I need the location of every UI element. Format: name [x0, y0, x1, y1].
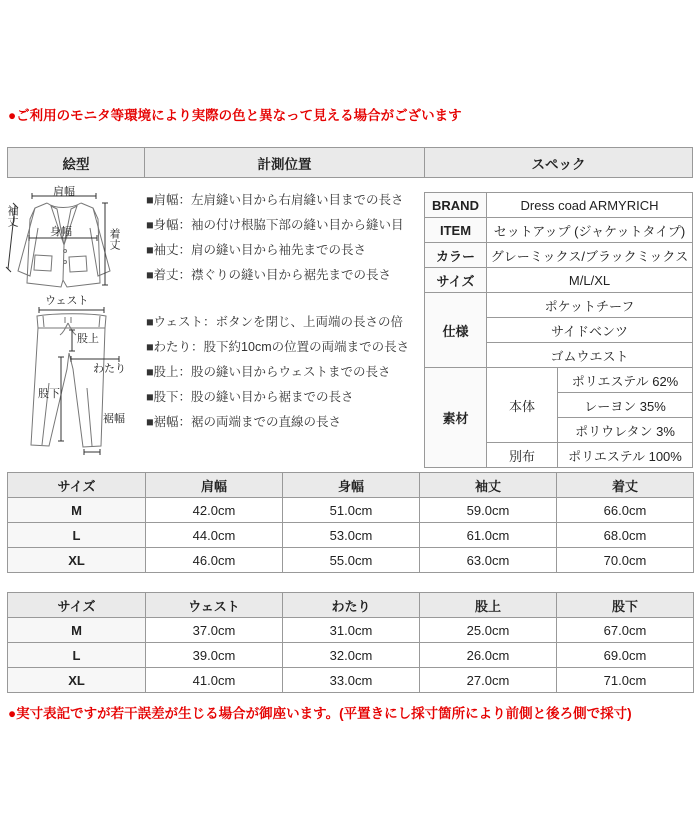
size-cell: 68.0cm	[557, 523, 694, 548]
size-cell: 41.0cm	[146, 668, 283, 693]
spec-row-color	[425, 243, 693, 268]
desc-rise: ■股上：股の縫い目からウェストまでの長さ	[146, 365, 391, 379]
spec-label-material: 素材	[425, 368, 487, 468]
size-cell: 26.0cm	[420, 643, 557, 668]
spec-material-main-3: ポリウレタン 3%	[558, 418, 693, 443]
size-cell: 59.0cm	[420, 498, 557, 523]
spec-row-material	[425, 368, 693, 393]
spec-row-size	[425, 268, 693, 293]
pants-thigh-label: わたり	[93, 363, 126, 375]
desc-thigh: ■わたり：股下約10cmの位置の両端までの長さ	[146, 340, 410, 354]
size-cell: 44.0cm	[146, 523, 283, 548]
size-xl: XL	[8, 548, 146, 573]
pants-rise-label: 股上	[77, 333, 99, 345]
col-length: 着丈	[557, 473, 694, 498]
spec-label-features: 仕様	[425, 293, 487, 368]
pants-waist-label: ウェスト	[45, 295, 89, 307]
spec-table	[424, 192, 693, 468]
spec-material-sub-label: 別布	[487, 443, 558, 468]
table-row	[8, 618, 694, 643]
garment-sketch-panel	[5, 183, 143, 463]
desc-waist: ■ウェスト：ボタンを閉じ、上両端の長さの倍	[146, 315, 404, 329]
col-size: サイズ	[8, 473, 146, 498]
spec-row-feature	[425, 293, 693, 318]
size-cell: 46.0cm	[146, 548, 283, 573]
size-cell: 39.0cm	[146, 643, 283, 668]
table-row	[8, 548, 694, 573]
pants-measure-lines	[39, 307, 119, 455]
spec-label-brand: BRAND	[425, 193, 487, 218]
size-cell: 70.0cm	[557, 548, 694, 573]
table-row	[8, 498, 694, 523]
col-size: サイズ	[8, 593, 146, 618]
desc-inseam: ■股下：股の縫い目から裾までの長さ	[146, 390, 354, 404]
size-cell: 32.0cm	[283, 643, 420, 668]
size-cell: 25.0cm	[420, 618, 557, 643]
col-chest: 身幅	[283, 473, 420, 498]
size-m: M	[8, 498, 146, 523]
spec-value-brand: Dress coad ARMYRICH	[487, 193, 693, 218]
size-cell: 71.0cm	[557, 668, 694, 693]
spec-feature-2: サイドベンツ	[487, 318, 693, 343]
pants-inseam-label: 股下	[38, 388, 60, 400]
table-row	[8, 643, 694, 668]
spec-value-size: M/L/XL	[487, 268, 693, 293]
size-cell: 37.0cm	[146, 618, 283, 643]
col-sleeve: 袖丈	[420, 473, 557, 498]
size-cell: 67.0cm	[557, 618, 694, 643]
spec-material-main-label: 本体	[487, 368, 558, 443]
pants-size-table	[7, 592, 694, 693]
table-row	[8, 523, 694, 548]
size-cell: 55.0cm	[283, 548, 420, 573]
spec-label-item: ITEM	[425, 218, 487, 243]
desc-shoulder: ■肩幅：左肩縫い目から右肩縫い目までの長さ	[146, 193, 404, 207]
jacket-length-label: 着丈	[108, 228, 120, 250]
spec-value-color: グレーミックス/ブラックミックス	[487, 243, 693, 268]
header-spec: スペック	[425, 147, 693, 178]
spec-material-main-1: ポリエステル 62%	[558, 368, 693, 393]
size-cell: 53.0cm	[283, 523, 420, 548]
pants-size-header-row	[8, 593, 694, 618]
spec-row-item	[425, 218, 693, 243]
size-cell: 31.0cm	[283, 618, 420, 643]
spec-label-color: カラー	[425, 243, 487, 268]
jacket-size-header-row	[8, 473, 694, 498]
desc-gap	[146, 288, 428, 310]
desc-sleeve: ■袖丈：肩の縫い目から袖先までの長さ	[146, 243, 367, 257]
size-l: L	[8, 643, 146, 668]
monitor-color-notice: ●ご利用のモニタ等環境により実際の色と異なって見える場合がございます	[8, 108, 462, 123]
desc-hem: ■裾幅：裾の両端までの直線の長さ	[146, 415, 342, 429]
col-rise: 股上	[420, 593, 557, 618]
col-thigh: わたり	[283, 593, 420, 618]
jacket-chest-label: 身幅	[50, 226, 72, 238]
header-measure-position: 計測位置	[145, 147, 425, 178]
spec-feature-3: ゴムウエスト	[487, 343, 693, 368]
jacket-sleeve-label: 袖丈	[6, 205, 18, 227]
measure-description-list	[146, 188, 428, 435]
jacket-size-table	[7, 472, 694, 573]
jacket-sketch	[18, 203, 110, 287]
size-cell: 61.0cm	[420, 523, 557, 548]
size-cell: 69.0cm	[557, 643, 694, 668]
jacket-shoulder-label: 肩幅	[53, 186, 75, 198]
size-l: L	[8, 523, 146, 548]
size-xl: XL	[8, 668, 146, 693]
desc-chest: ■身幅：袖の付け根脇下部の縫い目から縫い目	[146, 218, 404, 232]
col-inseam: 股下	[557, 593, 694, 618]
section-header-row	[7, 147, 693, 178]
size-cell: 27.0cm	[420, 668, 557, 693]
size-cell: 63.0cm	[420, 548, 557, 573]
size-m: M	[8, 618, 146, 643]
col-shoulder: 肩幅	[146, 473, 283, 498]
size-cell: 51.0cm	[283, 498, 420, 523]
spec-label-size: サイズ	[425, 268, 487, 293]
measurement-disclaimer: ●実寸表記ですが若干誤差が生じる場合が御座います。(平置きにし採寸箇所により前側と後ろ側で採寸)	[8, 706, 632, 721]
spec-material-main-2: レーヨン 35%	[558, 393, 693, 418]
spec-row-brand	[425, 193, 693, 218]
spec-value-item: セットアップ (ジャケットタイプ)	[487, 218, 693, 243]
desc-length: ■着丈：襟ぐりの縫い目から裾先までの長さ	[146, 268, 392, 282]
size-cell: 66.0cm	[557, 498, 694, 523]
size-cell: 33.0cm	[283, 668, 420, 693]
col-waist: ウェスト	[146, 593, 283, 618]
table-row	[8, 668, 694, 693]
size-cell: 42.0cm	[146, 498, 283, 523]
header-illustration: 絵型	[7, 147, 145, 178]
spec-feature-1: ポケットチーフ	[487, 293, 693, 318]
pants-hem-label: 裾幅	[103, 413, 125, 425]
spec-material-sub-value: ポリエステル 100%	[558, 443, 693, 468]
